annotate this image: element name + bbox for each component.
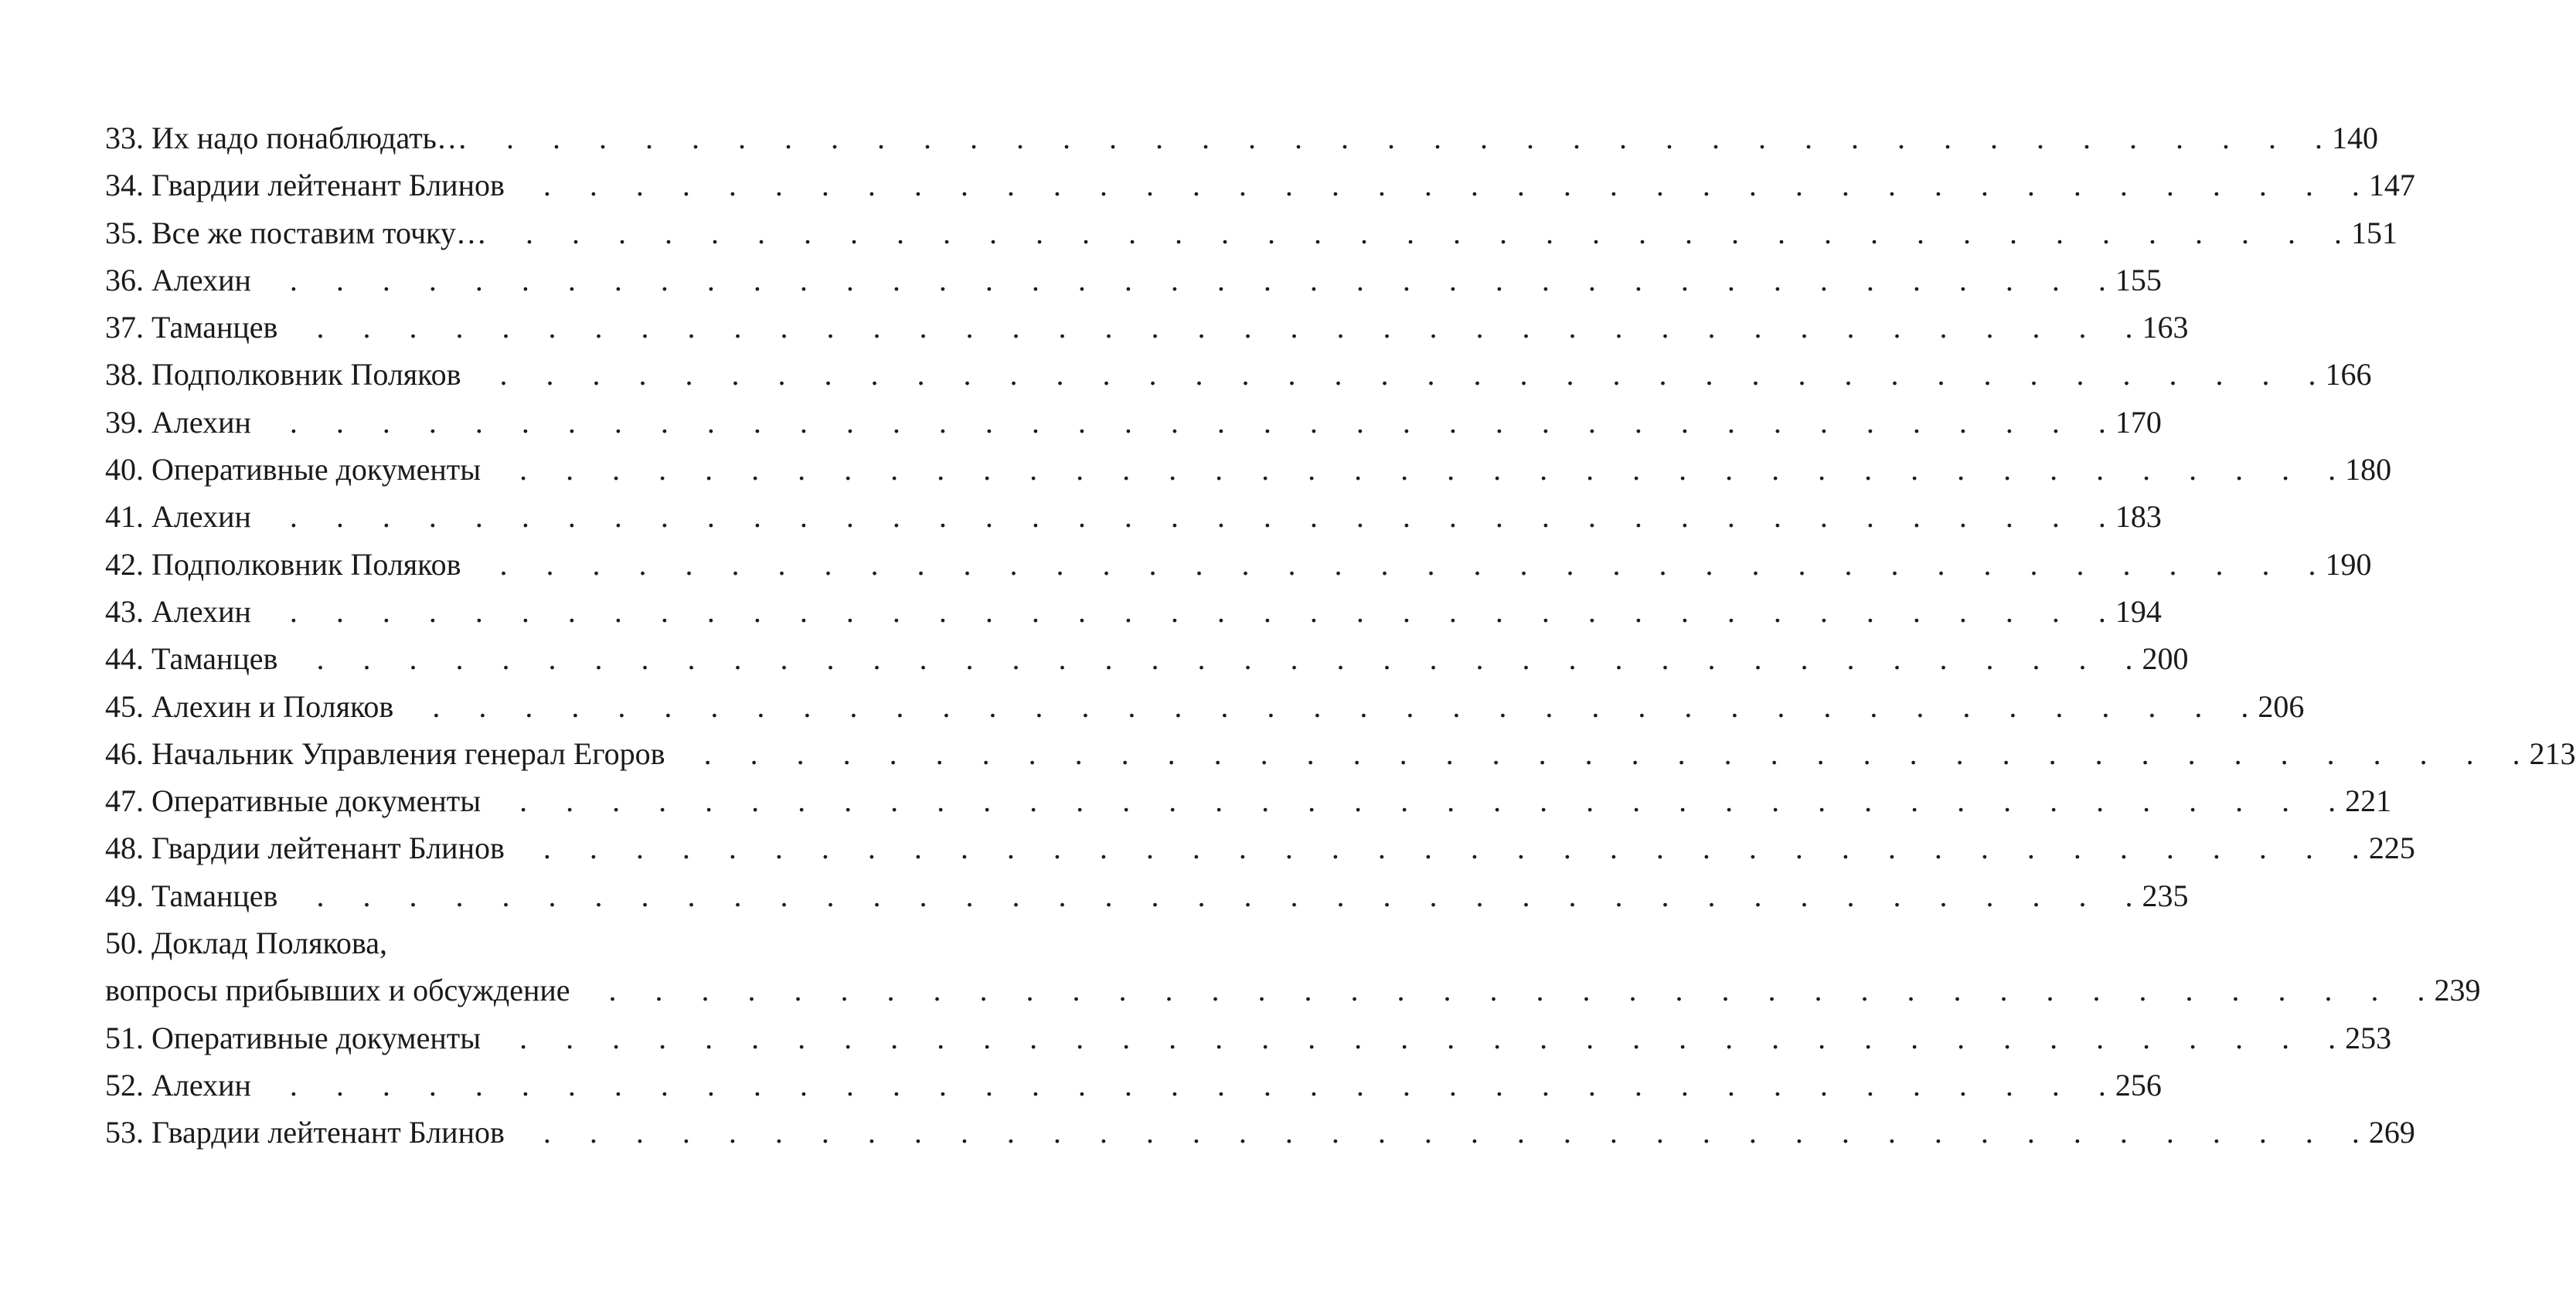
toc-entry-title: вопросы прибывших и обсуждение [105, 973, 570, 1008]
toc-entry[interactable] [105, 161, 2415, 209]
toc-entry-title: 43. Алехин [105, 593, 251, 629]
dot-leader: . . . . . . . . . . . . . . . . . . . . . . . . . . . . . . . . . . . . . . . . [512, 1115, 2367, 1150]
toc-entry-title: 49. Таманцев [105, 878, 278, 913]
toc-entry-page: 183 [2115, 499, 2162, 535]
dot-leader: . . . . . . . . . . . . . . . . . . . . . . . . . . . . . . . . . . . . . . . . [494, 215, 2350, 250]
toc-entry[interactable] [105, 588, 2162, 635]
toc-entry-page: 147 [2368, 168, 2415, 203]
toc-entry[interactable] [105, 967, 2481, 1014]
dot-leader: . . . . . . . . . . . . . . . . . . . . . . . . . . . . . . . . . . . . . . . . [285, 310, 2141, 345]
toc-entry-title: 39. Алехин [105, 404, 251, 440]
dot-leader: . . . . . . . . . . . . . . . . . . . . . . . . . . . . . . . . . . . . . . . . [468, 546, 2324, 582]
toc-entry-page: 235 [2142, 878, 2189, 913]
dot-leader: . . . . . . . . . . . . . . . . . . . . . . . . . . . . . . . . . . . . . . . . [488, 1020, 2344, 1055]
toc-entry-page: 170 [2115, 404, 2162, 440]
toc-entry-title: 40. Оперативные документы [105, 452, 482, 488]
toc-entry-title: 46. Начальник Управления генерал Егоров [105, 736, 665, 771]
toc-entry-page: 155 [2115, 262, 2162, 297]
toc-entry[interactable] [105, 351, 2372, 398]
toc-entry-page: 140 [2331, 121, 2378, 155]
toc-entry-title: 47. Оперативные документы [105, 783, 482, 819]
toc-entry[interactable] [105, 919, 859, 967]
toc-entry[interactable] [105, 209, 2397, 257]
toc-entry-title: 33. Их надо понаблюдать… [105, 121, 468, 155]
dot-leader: . . . . . . . . . . . . . . . . . . . . . . . . . . . . . . . . . . . . . . . . [258, 593, 2114, 629]
toc-entry-page: 200 [2142, 641, 2189, 677]
toc-entry[interactable] [105, 872, 2189, 919]
dot-leader: . . . . . . . . . . . . . . . . . . . . . . . . . . . . . . . . . . . . . . . . [488, 783, 2344, 819]
toc-entry-title: 48. Гвардии лейтенант Блинов [105, 831, 505, 866]
toc-entry-title: 52. Алехин [105, 1067, 251, 1102]
toc-entry[interactable] [105, 635, 2189, 682]
toc-entry-page: 213 [2529, 736, 2576, 771]
toc-entry-page: 253 [2345, 1020, 2392, 1055]
toc-entry[interactable] [105, 304, 2189, 351]
dot-leader: . . . . . . . . . . . . . . . . . . . . . . . . . . . . . . . . . . . . . . . . [258, 262, 2114, 297]
toc-entry-title: 38. Подполковник Поляков [105, 357, 461, 392]
toc-entry-page: 180 [2345, 452, 2392, 488]
dot-leader: . . . . . . . . . . . . . . . . . . . . . . . . . . . . . . . . . . . . . . . . [258, 499, 2114, 535]
toc-entry[interactable] [105, 493, 2162, 540]
toc-entry[interactable] [105, 541, 2372, 588]
toc-entry-page: 221 [2345, 783, 2392, 819]
toc-entry[interactable] [105, 683, 2305, 730]
toc-entry[interactable] [105, 1014, 2392, 1062]
dot-leader: . . . . . . . . . . . . . . . . . . . . . . . . . . . . . . . . . . . . . . . . [672, 736, 2528, 771]
toc-entry-title: 42. Подполковник Поляков [105, 546, 461, 582]
dot-leader: . . . . . . . . . . . . . . . . . . . . . . . . . . . . . . . . . . . . . . . . [285, 641, 2141, 677]
toc-entry-title: 51. Оперативные документы [105, 1020, 482, 1055]
toc-entry-title: 37. Таманцев [105, 310, 278, 345]
toc-entry-title: 44. Таманцев [105, 641, 278, 677]
toc-entry-title: 35. Все же поставим точку… [105, 215, 487, 250]
toc-entry[interactable] [105, 730, 2576, 777]
toc-entry-page: 206 [2258, 688, 2305, 724]
toc-entry-title: 50. Доклад Полякова, [105, 926, 388, 961]
toc-entry[interactable] [105, 399, 2162, 446]
toc-entry-page: 269 [2368, 1115, 2415, 1150]
toc-entry[interactable] [105, 824, 2415, 871]
dot-leader: . . . . . . . . . . . . . . . . . . . . . . . . . . . . . . . . . . . . . . . . [401, 688, 2257, 724]
toc-entry-title: 45. Алехин и Поляков [105, 688, 394, 724]
toc-entry-page: 190 [2325, 546, 2372, 582]
toc-entry-page: 239 [2434, 973, 2481, 1008]
toc-entry[interactable] [105, 1062, 2162, 1109]
toc-entry[interactable] [105, 446, 2392, 493]
toc-entry-page: 151 [2350, 215, 2397, 250]
toc-entry-page: 163 [2142, 310, 2189, 345]
toc-entry-page: 256 [2115, 1067, 2162, 1102]
dot-leader: . . . . . . . . . . . . . . . . . . . . . . . . . . . . . . . . . . . . . . . . [577, 973, 2433, 1008]
dot-leader: . . . . . . . . . . . . . . . . . . . . . . . . . . . . . . . . . . . . . . . . [475, 121, 2330, 155]
toc-entry[interactable] [105, 777, 2392, 824]
toc-entry-page: 166 [2325, 357, 2372, 392]
dot-leader: . . . . . . . . . . . . . . . . . . . . . . . . . . . . . . . . . . . . . . . . [468, 357, 2324, 392]
toc-entry-page: 225 [2368, 831, 2415, 866]
dot-leader: . . . . . . . . . . . . . . . . . . . . . . . . . . . . . . . . . . . . . . . . [512, 831, 2367, 866]
toc-entry[interactable] [105, 114, 2378, 161]
toc-entry-title: 36. Алехин [105, 262, 251, 297]
toc-entry[interactable] [105, 257, 2162, 304]
toc-entry[interactable] [105, 1109, 2415, 1156]
dot-leader: . . . . . . . . . . . . . . . . . . . . . . . . . . . . . . . . . . . . . . . . [512, 168, 2367, 203]
table-of-contents [105, 114, 2576, 1157]
dot-leader: . . . . . . . . . . . . . . . . . . . . . . . . . . . . . . . . . . . . . . . . [258, 404, 2114, 440]
toc-entry-title: 53. Гвардии лейтенант Блинов [105, 1115, 505, 1150]
toc-entry-title: 41. Алехин [105, 499, 251, 535]
toc-entry-title: 34. Гвардии лейтенант Блинов [105, 168, 505, 203]
dot-leader: . . . . . . . . . . . . . . . . . . . . . . . . . . . . . . . . . . . . . . . . [488, 452, 2344, 488]
dot-leader: . . . . . . . . . . . . . . . . . . . . . . . . . . . . . . . . . . . . . . . . [285, 878, 2141, 913]
toc-entry-page: 194 [2115, 593, 2162, 629]
dot-leader: . . . . . . . . . . . . . . . . . . . . . . . . . . . . . . . . . . . . . . . . [258, 1067, 2114, 1102]
